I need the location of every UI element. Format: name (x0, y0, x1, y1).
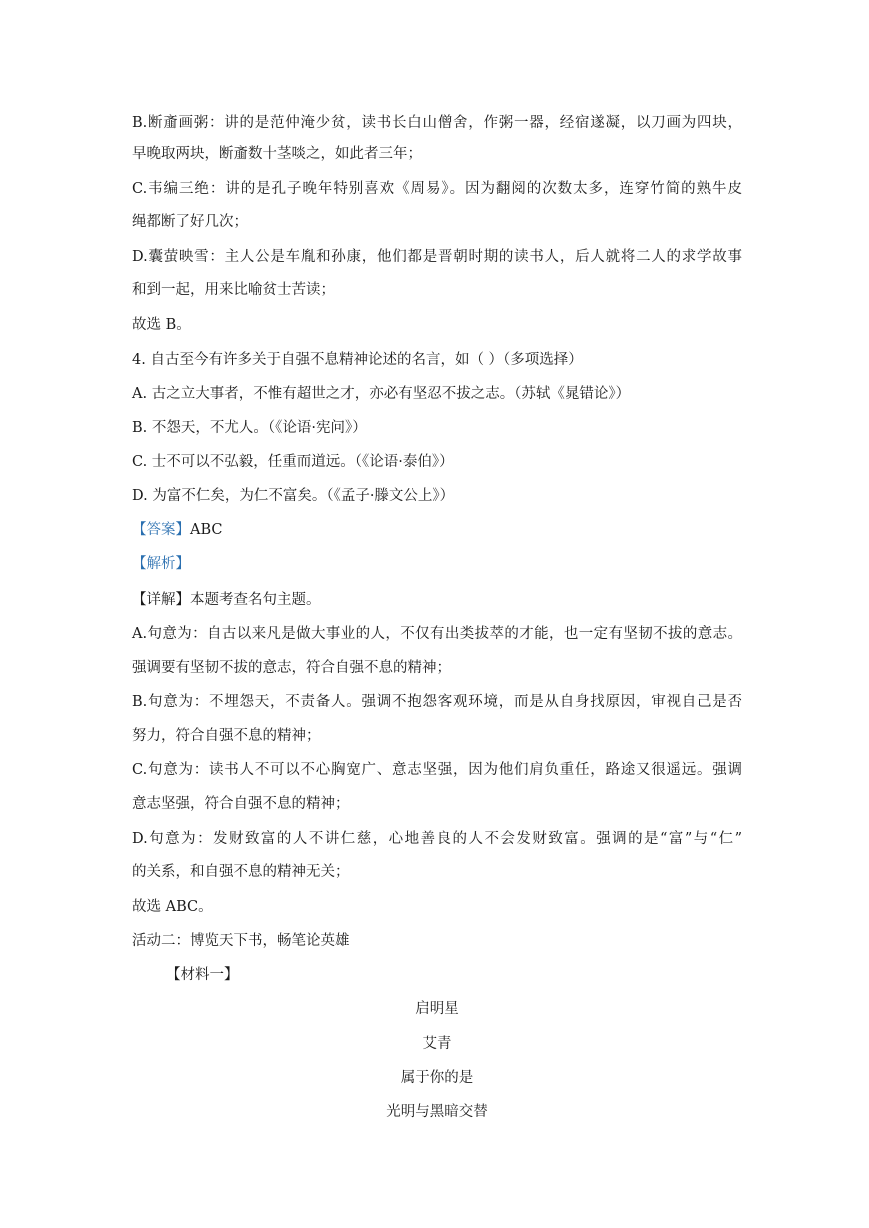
detail-line: 【详解】本题考查名句主题。 (132, 592, 321, 608)
question4-stem: 4. 自古至今有许多关于自强不息精神论述的名言，如（ ）（多项选择） (132, 352, 583, 368)
analysis-tag: 【解析】 (132, 556, 190, 572)
option-c-explanation-line2: 绳都断了好几次； (132, 214, 248, 230)
poem-author: 艾青 (422, 1036, 452, 1052)
c-explanation-line1: C.句意为：读书人不可以不心胸宽广、意志坚强，因为他们肩负重任，路途又很遥远。强调 (132, 762, 742, 778)
option-d-explanation-line1: D.囊萤映雪：主人公是车胤和孙康，他们都是晋朝时期的读书人，后人就将二人的求学故事 (132, 249, 742, 265)
material1-tag: 【材料一】 (166, 967, 239, 983)
prev-conclusion: 故选 B。 (132, 317, 191, 333)
question4-option-a: A. 古之立大事者，不惟有超世之才，亦必有坚忍不拔之志。（苏轼《晁错论》） (132, 386, 631, 402)
question4-option-c: C. 士不可以不弘毅，任重而道远。（《论语·泰伯》） (132, 454, 454, 470)
c-explanation-line2: 意志坚强，符合自强不息的精神； (132, 796, 350, 812)
option-d-explanation-line2: 和到一起，用来比喻贫士苦读； (132, 282, 335, 298)
question4-option-b: B. 不怨天，不尤人。（《论语·宪问》） (132, 420, 367, 436)
answer-tag: 【答案】 (132, 522, 190, 538)
d-explanation-line1: D.句意为：发财致富的人不讲仁慈，心地善良的人不会发财致富。强调的是“富”与“仁” (132, 831, 742, 847)
option-b-explanation-line2: 早晚取两块，断齑数十茎啖之，如此者三年； (132, 146, 422, 162)
poem-line-2: 光明与黑暗交替 (386, 1104, 488, 1120)
answer-line (132, 520, 223, 540)
a-explanation-line2: 强调要有坚韧不拔的意志，符合自强不息的精神； (132, 660, 451, 676)
question4-option-d: D. 为富不仁矣，为仁不富矣。（《孟子·滕文公上》） (132, 488, 455, 504)
question4-conclusion: 故选 ABC。 (132, 899, 213, 915)
poem-line-1: 属于你的是 (400, 1070, 474, 1086)
b-explanation-line2: 努力，符合自强不息的精神； (132, 728, 321, 744)
answer-value: ABC (190, 522, 223, 538)
option-c-explanation-line1: C.韦编三绝：讲的是孔子晚年特别喜欢《周易》。因为翻阅的次数太多，连穿竹简的熟牛皮 (132, 181, 742, 197)
a-explanation-line1: A.句意为：自古以来凡是做大事业的人，不仅有出类拔萃的才能，也一定有坚韧不拔的意志。 (132, 626, 742, 642)
poem-title: 启明星 (415, 1001, 459, 1017)
activity2-title: 活动二：博览天下书，畅笔论英雄 (132, 933, 350, 949)
option-b-explanation-line1: B.断齑画粥：讲的是范仲淹少贫，读书长白山僧舍，作粥一器，经宿遂凝，以刀画为四块， (132, 115, 742, 131)
d-explanation-line2: 的关系，和自强不息的精神无关； (132, 864, 350, 880)
b-explanation-line1: B.句意为：不埋怨天，不责备人。强调不抱怨客观环境，而是从自身找原因，审视自己是否 (132, 694, 742, 710)
